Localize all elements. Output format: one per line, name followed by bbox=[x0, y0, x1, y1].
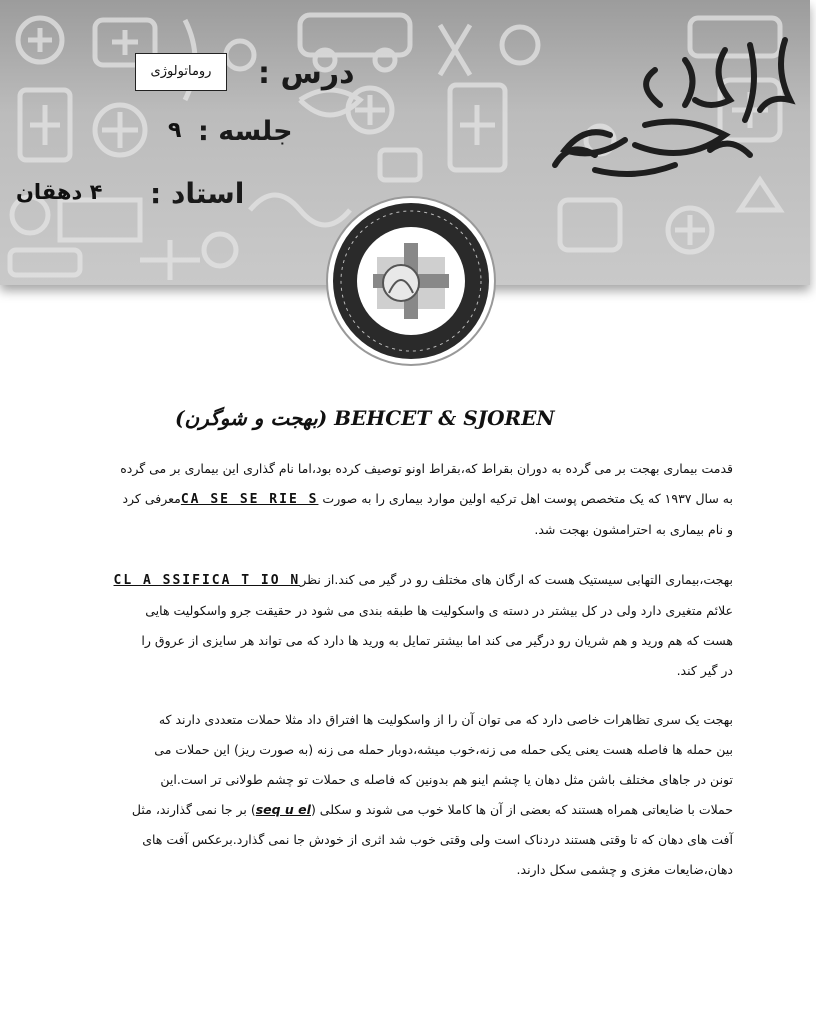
paragraph-line: علائم متغیری دارد ولی در کل بیشتر در دسته ی واسکولیت ها طبقه بندی می شود در حقیقت جرو واسکولیت هایی bbox=[145, 603, 733, 618]
paragraph-line: قدمت بیماری بهجت بر می گرده به دوران بقراط که،بقراط اونو توصیف کرده بود،اما نام گذاری این بیماری بر می گرده bbox=[120, 461, 733, 476]
paragraph-line bbox=[80, 565, 733, 596]
paragraph-line: در گیر کند. bbox=[676, 663, 733, 678]
paragraph-line: بین حمله ها فاصله هست یعنی یکی حمله می زنه،خوب میشه،دوبار حمله می زنه (به صورت ریز) این حملات می bbox=[154, 742, 733, 757]
paragraph-line bbox=[80, 795, 733, 825]
paragraph-segment: به سال ۱۹۳۷ که یک متخصص پوست اهل ترکیه اولین موارد بیماری را به صورت bbox=[322, 491, 733, 506]
paragraph-line: و نام بیماری به احترامشون بهجت شد. bbox=[534, 522, 733, 537]
calligraphy-logo bbox=[535, 30, 805, 200]
jalase-value: ۹ bbox=[168, 118, 182, 143]
latin-term: seq u el bbox=[255, 802, 311, 817]
paragraph-line: آفت های دهان که تا وقتی هستند دردناک است ولی وقتی خوب شد اثری از خودش جا نمی گذارد.برعکس آفت های bbox=[142, 832, 733, 847]
paragraph-2 bbox=[80, 565, 733, 686]
paragraph-segment: حملات با ضایعاتی همراه هستند که بعضی از آن ها کاملا خوب می شوند و سکلی ( bbox=[310, 802, 733, 817]
ostad-value: ۴ دهقان bbox=[16, 180, 103, 204]
paragraph-line: هست که هم ورید و هم شریان رو درگیر می کند اما بیشتر تمایل به ورید ها دارد که می تواند هر سایزی از عروق را bbox=[141, 633, 733, 648]
university-seal-logo bbox=[325, 195, 497, 367]
paragraph-1 bbox=[80, 454, 733, 545]
ostad-label: استاد : bbox=[150, 177, 245, 210]
paragraph-segment: معرفی کرد bbox=[122, 491, 181, 506]
latin-term: CL A SSIFICA T IO N bbox=[113, 573, 301, 588]
dars-value: روماتولوژی bbox=[135, 53, 227, 91]
paragraph-line: بهجت یک سری تظاهرات خاصی دارد که می توان آن را از واسکولیت ها افتراق داد مثلا حملات متعددی دارند که bbox=[158, 712, 733, 727]
dars-label: درس : bbox=[258, 56, 355, 91]
paragraph-segment: ) بر جا نمی گذارند، مثل bbox=[131, 802, 256, 817]
paragraph-segment: بهجت،بیماری التهابی سیستیک هست که ارگان های مختلف رو در گیر می کند.از نظر bbox=[300, 572, 733, 587]
paragraph-3 bbox=[80, 705, 733, 885]
paragraph-line bbox=[80, 484, 733, 515]
paragraph-line: دهان،ضایعات مغزی و چشمی سکل دارند. bbox=[516, 862, 733, 877]
page-title: (بهجت و شوگرن) BEHCET & SJOREN bbox=[175, 406, 555, 430]
paragraph-line: تونن در جاهای مختلف باشن مثل دهان یا چشم اینو هم بدونین که فاصله ی حملات تو چشم طولانی تر است.این bbox=[160, 772, 733, 787]
jalase-label: جلسه : bbox=[198, 116, 293, 147]
latin-term: CA SE SE RIE S bbox=[180, 492, 319, 507]
